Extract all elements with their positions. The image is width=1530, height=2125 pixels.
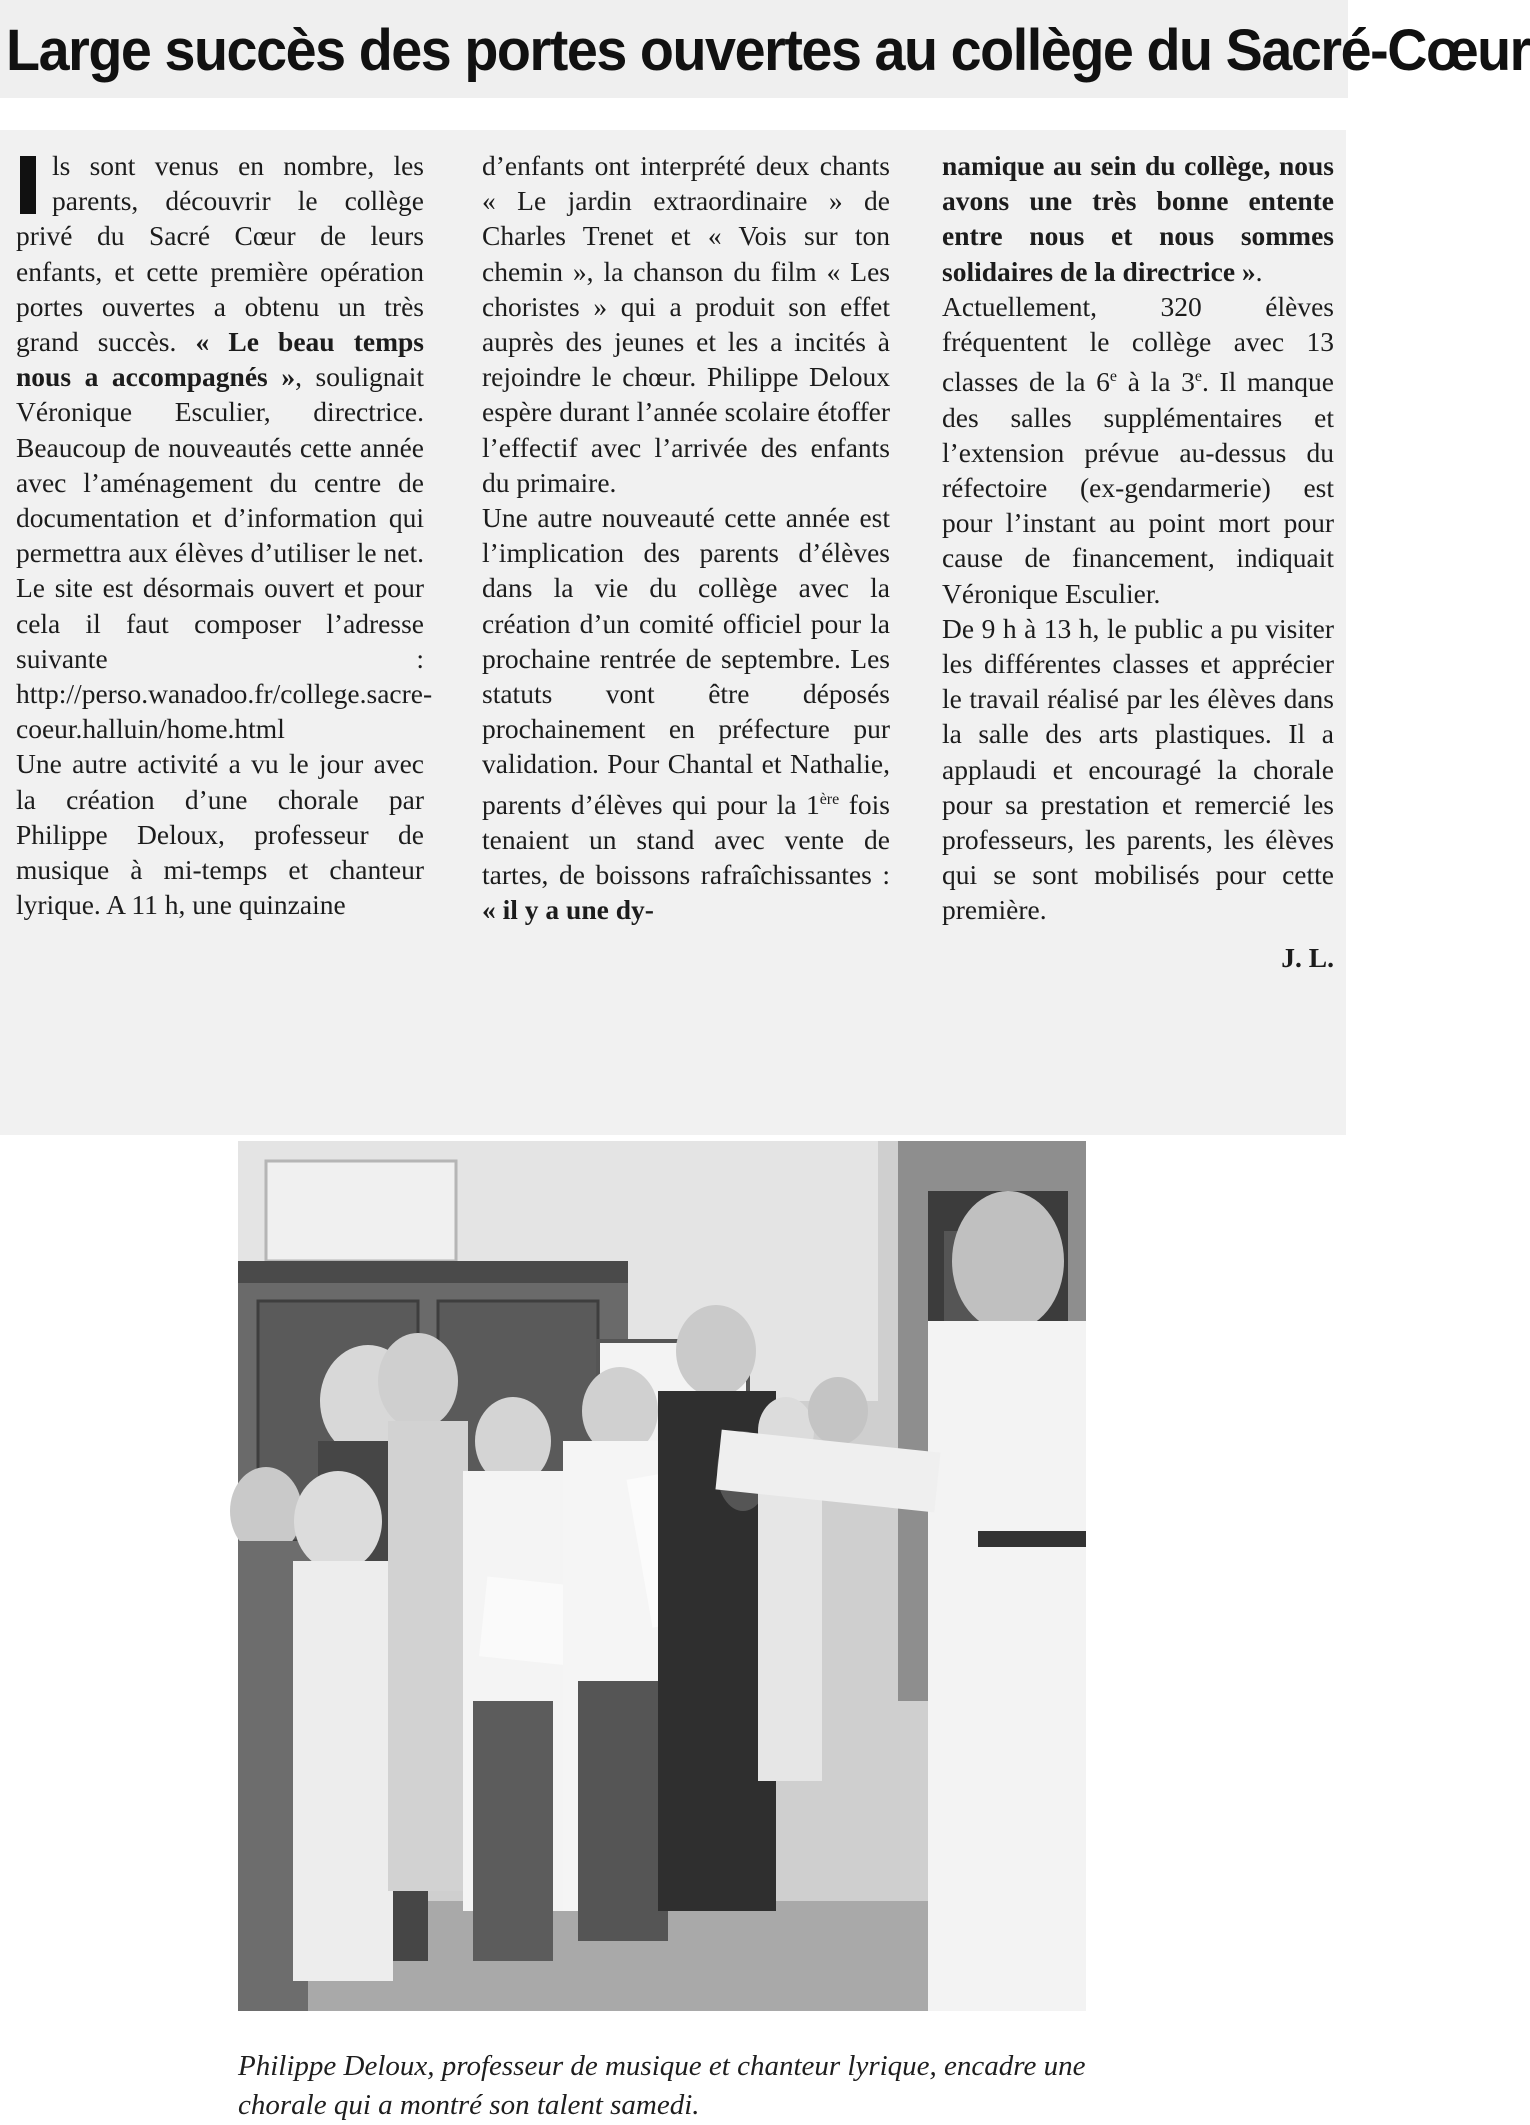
superscript: e xyxy=(1194,368,1202,386)
paragraph xyxy=(942,148,1334,289)
article-headline: Large succès des portes ouvertes au collège du Sacré-Cœur xyxy=(6,18,1530,83)
quote-bold: « Le beau temps nous a accompagnés » xyxy=(16,326,424,393)
text-run: ls sont venus en nombre, les parents, découvrir le collège privé du Sacré Cœur de leurs enfants, et cette première opération portes ouvertes a obtenu un très grand succès. xyxy=(16,150,424,358)
article-column-1 xyxy=(16,148,433,922)
author-signature: J. L. xyxy=(1281,941,1334,973)
paragraph xyxy=(942,289,1334,611)
photo-caption: Philippe Deloux, professeur de musique et chanteur lyrique, encadre une chorale qui a montré son talent samedi. xyxy=(238,2050,1086,2121)
text-run: . xyxy=(1255,255,1263,287)
paragraph xyxy=(482,500,890,928)
text-run: à la 3 xyxy=(1117,366,1195,398)
paragraph: d’enfants ont interprété deux chants « Le jardin extraordinaire » de Charles Trenet et « Vois sur ton chemin », la chanson du film « Les choristes » qui a produit son effet auprès des jeunes et les a incités à rejoindre le chœur. Philippe Deloux espère durant l’année scolaire étoffer l’effectif avec l’arrivée des enfants du primaire. xyxy=(482,150,890,498)
text-run: , soulignait Véronique Esculier, directrice. Beaucoup de nouveautés cette année avec l’aménagement du centre de documentation et d’information qui permettra aux élèves d’utiliser le net. Le site est désormais ouvert et pour cela il faut composer l’adresse suivante : http://perso.wanadoo.fr/college.sacre-coeur.halluin/home.html xyxy=(16,361,433,745)
superscript: e xyxy=(1109,368,1118,386)
paragraph: De 9 h à 13 h, le public a pu visiter les différentes classes et apprécier le travail réalisé par les élèves dans la salle des arts plastiques. Il a applaudi et encouragé la chorale pour sa prestation et remercié les professeurs, les parents, les élèves qui se sont mobilisés pour cette première. xyxy=(942,612,1334,926)
drop-cap xyxy=(20,156,36,214)
text-run: fois tenaient un stand avec vente de tartes, de boissons rafraîchissantes : xyxy=(482,788,890,891)
quote-bold: « il y a une dy- xyxy=(482,894,654,926)
article-column-2 xyxy=(482,148,890,928)
paragraph xyxy=(16,148,433,746)
article-column-3 xyxy=(942,148,1334,975)
paragraph: Une autre activité a vu le jour avec la création d’une chorale par Philippe Deloux, professeur de musique à mi-temps et chanteur lyrique. A 11 h, une quinzaine xyxy=(16,748,424,921)
choir-photo xyxy=(238,1141,1086,2011)
superscript: ère xyxy=(819,790,840,808)
text-run: . Il manque des salles supplémentaires et l’extension prévue au-dessus du réfectoire (ex-gendarmerie) est pour l’instant au point mort pour cause de financement, indiquait Véronique Esculier. xyxy=(942,366,1334,609)
text-run: Actuellement, 320 élèves fréquentent le collège avec 13 classes de la 6 xyxy=(942,290,1334,398)
headline-band xyxy=(0,0,1530,98)
quote-bold: namique au sein du collège, nous avons une très bonne entente entre nous et nous sommes solidaires de la directrice » xyxy=(942,150,1334,287)
text-run: Une autre nouveauté cette année est l’implication des parents d’élèves dans la vie du collège avec la création d’un comité officiel pour la prochaine rentrée de septembre. Les statuts vont être déposés prochainement en préfecture pur validation. Pour Chantal et Nathalie, parents d’élèves qui pour la 1 xyxy=(482,502,890,820)
article-body xyxy=(0,130,1346,1135)
